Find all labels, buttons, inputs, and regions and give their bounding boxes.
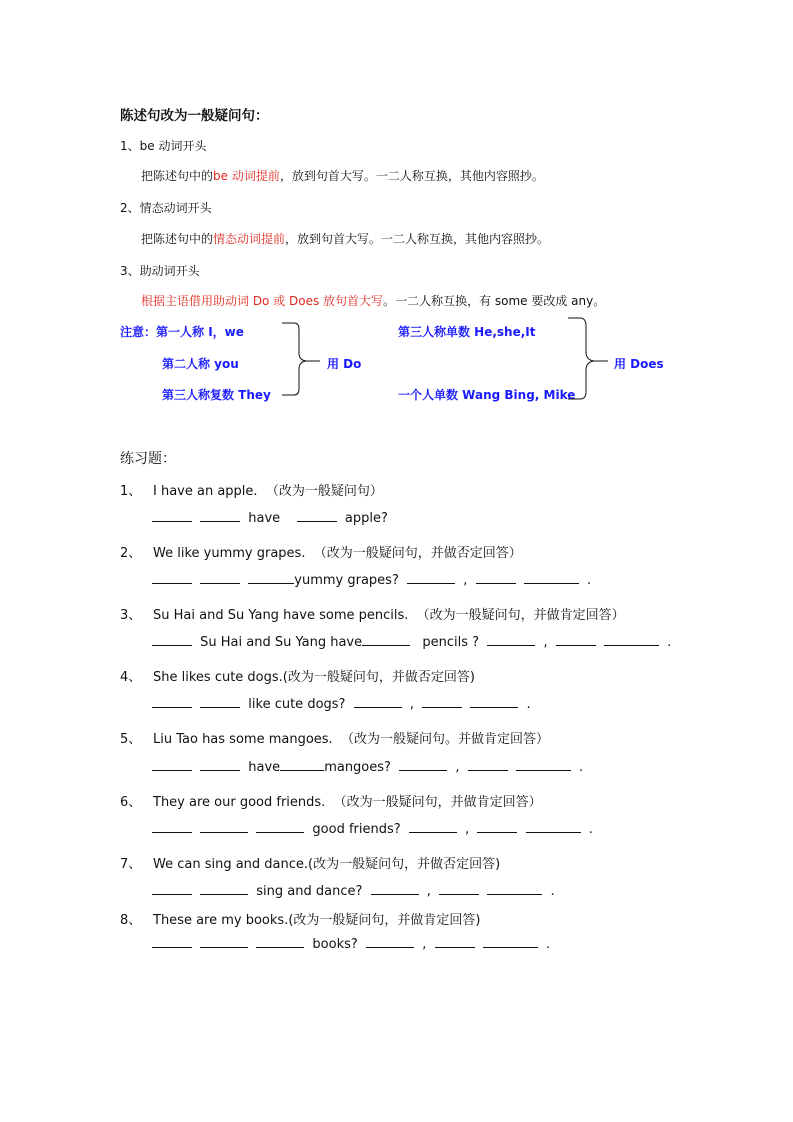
- answer-blank[interactable]: [399, 769, 447, 771]
- note-label: 注意：第一人称 I，we: [120, 325, 244, 339]
- question-8: 8、 These are my books.(改为一般疑问句，并做肯定回答): [120, 913, 481, 928]
- answer-blank[interactable]: [354, 706, 402, 708]
- answer-blank[interactable]: [200, 893, 248, 895]
- answer-blank[interactable]: [200, 831, 248, 833]
- question-3: 3、 Su Hai and Su Yang have some pencils. （改为一般疑问句，并做肯定回答）: [120, 608, 625, 623]
- note-right-item-2: 一个人单数 Wang Bing, Mike: [398, 388, 576, 402]
- rule-1-highlight: be 动词提前: [213, 169, 280, 183]
- answer-blank[interactable]: [256, 831, 304, 833]
- rule-1-desc: 把陈述句中的be 动词提前，放到句首大写。一二人称互换，其他内容照抄。: [141, 169, 544, 183]
- rule-2-desc: 把陈述句中的情态动词提前，放到句首大写。一二人称互换，其他内容照抄。: [141, 232, 550, 246]
- question-2: 2、 We like yummy grapes. （改为一般疑问句，并做否定回答）: [120, 546, 522, 561]
- answer-blank[interactable]: [200, 582, 240, 584]
- note-right-item-1: 第三人称单数 He,she,It: [398, 325, 536, 339]
- answer-blank[interactable]: [256, 946, 304, 948]
- answer-blank[interactable]: [152, 582, 192, 584]
- answer-blank[interactable]: [152, 644, 192, 646]
- answer-blank[interactable]: [409, 831, 457, 833]
- note-right-result: 用 Does: [614, 357, 664, 371]
- answer-blank[interactable]: [200, 946, 248, 948]
- question-4: 4、 She likes cute dogs.(改为一般疑问句，并做否定回答): [120, 670, 475, 685]
- note-left-item-3: 第三人称复数 They: [162, 388, 271, 402]
- answer-blank[interactable]: [487, 893, 542, 895]
- answer-blank[interactable]: [362, 644, 410, 646]
- answer-blank[interactable]: [487, 644, 535, 646]
- answer-blank[interactable]: [152, 769, 192, 771]
- answer-blank[interactable]: [524, 582, 579, 584]
- answer-blank[interactable]: [604, 644, 659, 646]
- answer-blank[interactable]: [468, 769, 508, 771]
- answer-blank[interactable]: [152, 706, 192, 708]
- answer-blank[interactable]: [200, 520, 240, 522]
- rule-2-highlight: 情态动词提前: [213, 232, 286, 246]
- rule-3-desc: 根据主语借用助动词 Do 或 Does 放句首大写。一二人称互换，有 some 要改成 any。: [141, 294, 606, 308]
- answer-blank[interactable]: [280, 769, 324, 771]
- rule-3-highlight: 根据主语借用助动词 Do 或 Does 放句首大写: [141, 294, 384, 308]
- answer-blank[interactable]: [297, 520, 337, 522]
- answer-5: have mangoes? , .: [152, 760, 583, 775]
- answer-blank[interactable]: [366, 946, 414, 948]
- rule-1-heading: 1、be 动词开头: [120, 139, 207, 153]
- question-6: 6、 They are our good friends. （改为一般疑问句，并做肯定回答）: [120, 795, 542, 810]
- exercise-title: 练习题：: [120, 451, 176, 467]
- answer-blank[interactable]: [200, 769, 240, 771]
- answer-2: yummy grapes? , .: [152, 573, 591, 588]
- answer-blank[interactable]: [371, 893, 419, 895]
- answer-6: good friends? , .: [152, 822, 593, 837]
- answer-1: have apple?: [152, 511, 388, 526]
- note-left-item-1: 第一人称 I，we: [156, 325, 244, 339]
- answer-blank[interactable]: [556, 644, 596, 646]
- question-7: 7、 We can sing and dance.(改为一般疑问句，并做否定回答): [120, 857, 501, 872]
- rule-3-heading: 3、助动词开头: [120, 264, 200, 278]
- question-5: 5、 Liu Tao has some mangoes. （改为一般疑问句。并做肯定回答）: [120, 732, 549, 747]
- answer-blank[interactable]: [526, 831, 581, 833]
- answer-blank[interactable]: [152, 520, 192, 522]
- answer-blank[interactable]: [407, 582, 455, 584]
- answer-4: like cute dogs? , .: [152, 697, 531, 712]
- answer-7: sing and dance? , .: [152, 884, 555, 899]
- right-brace: [0, 0, 793, 420]
- answer-blank[interactable]: [152, 946, 192, 948]
- answer-blank[interactable]: [483, 946, 538, 948]
- answer-blank[interactable]: [516, 769, 571, 771]
- section-title: 陈述句改为一般疑问句：: [120, 108, 269, 124]
- note-left-result: 用 Do: [327, 357, 362, 371]
- question-1: 1、 I have an apple. （改为一般疑问句）: [120, 484, 383, 499]
- answer-3: Su Hai and Su Yang have pencils ? , .: [152, 635, 671, 650]
- answer-blank[interactable]: [477, 831, 517, 833]
- answer-blank[interactable]: [152, 831, 192, 833]
- answer-blank[interactable]: [152, 893, 192, 895]
- rule-2-heading: 2、情态动词开头: [120, 201, 212, 215]
- answer-blank[interactable]: [248, 582, 294, 584]
- answer-blank[interactable]: [470, 706, 518, 708]
- note-left-item-2: 第二人称 you: [162, 357, 239, 371]
- answer-blank[interactable]: [439, 893, 479, 895]
- answer-blank[interactable]: [422, 706, 462, 708]
- answer-blank[interactable]: [476, 582, 516, 584]
- answer-blank[interactable]: [435, 946, 475, 948]
- answer-8: books? , .: [152, 937, 550, 952]
- answer-blank[interactable]: [200, 706, 240, 708]
